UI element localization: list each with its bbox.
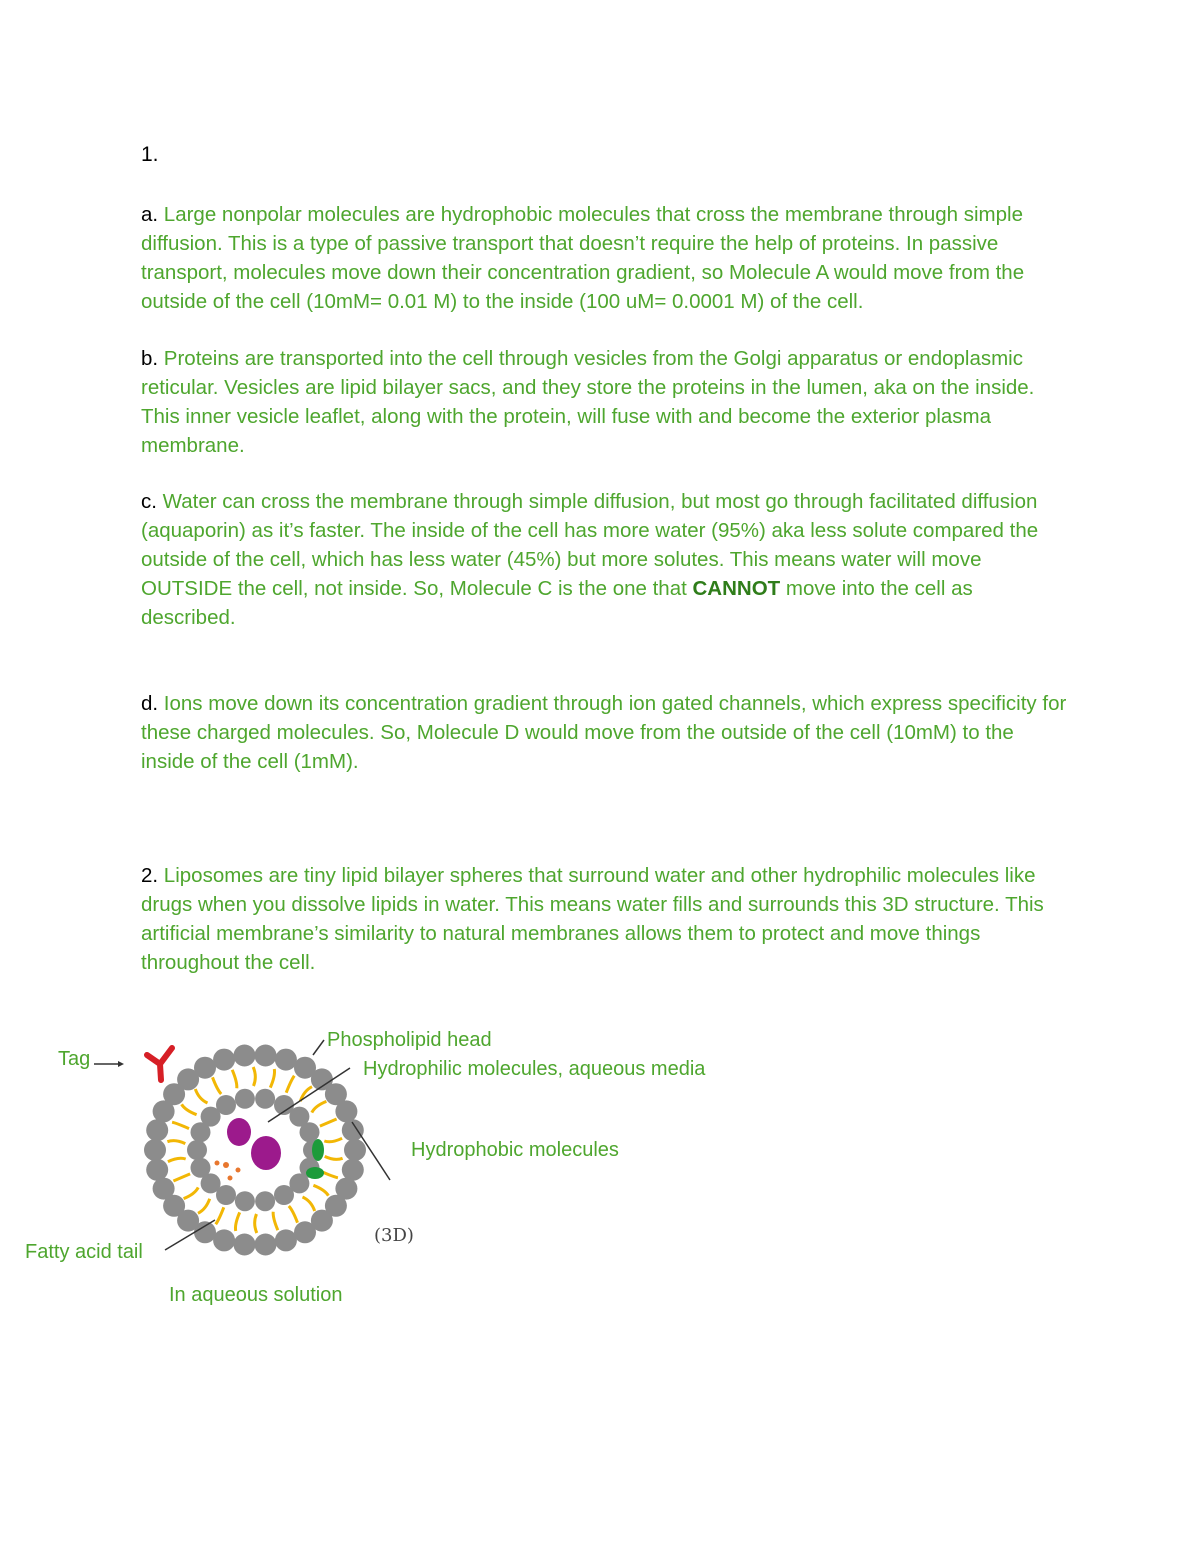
dot-molecule	[228, 1176, 233, 1181]
answer-a-paragraph	[141, 200, 1071, 316]
phospholipid-head	[235, 1089, 255, 1109]
fatty-acid-tail	[173, 1174, 190, 1181]
head-leader-line	[313, 1040, 324, 1055]
fatty-acid-tail	[232, 1070, 237, 1088]
hydrophilic-label: Hydrophilic molecules, aqueous media	[363, 1058, 706, 1080]
fatty-acid-tail	[273, 1212, 278, 1230]
answer-d-paragraph	[141, 689, 1071, 776]
hydrophobic-label: Hydrophobic molecules	[411, 1139, 619, 1161]
fatty-acid-tail	[235, 1212, 239, 1231]
fatty-acid-tail	[253, 1067, 255, 1086]
phospholipid-head	[344, 1139, 366, 1161]
fatty-acid-tail	[255, 1214, 257, 1233]
diagram-caption: In aqueous solution	[169, 1284, 343, 1306]
fatty-acid-tail	[168, 1158, 186, 1161]
fatty-acid-tail	[303, 1197, 315, 1211]
fatty-acid-tail	[270, 1069, 274, 1088]
fatty-acid-tail	[320, 1119, 337, 1126]
answer-a-text: Large nonpolar molecules are hydrophobic molecules that cross the membrane through simple diffusion. This is a type of passive transport that doesn’t require the help of proteins. In passive transport, molecules move down their concentration gradient, so Molecule A would move from the outside of the cell (10mM= 0.01 M) to the inside (100 uM= 0.0001 M) of the cell.	[141, 203, 1025, 313]
phospholipid-head	[144, 1139, 166, 1161]
fatty-acid-tail	[213, 1077, 222, 1094]
answer-c-text-after: move into the cell as described.	[141, 577, 973, 629]
fatty-acid-tail	[312, 1101, 327, 1112]
phospholipid-head	[300, 1122, 320, 1142]
answer-c-label: c.	[141, 490, 157, 513]
answer-c-emphasis: CANNOT	[692, 577, 781, 600]
question-1-number: 1.	[141, 143, 159, 166]
question-2-label: 2.	[141, 864, 159, 887]
phospholipid-head	[335, 1100, 357, 1122]
answer-d-text: Ions move down its concentration gradient through ion gated channels, which express specificity for these charged molecules. So, Molecule D would move from the outside of the cell (10mM) to the inside of the cell (1mM).	[141, 692, 1067, 773]
tag-label: Tag	[58, 1048, 91, 1070]
phospholipid-head	[213, 1229, 235, 1251]
fatty-acid-tail	[198, 1199, 210, 1214]
question-2-text: Liposomes are tiny lipid bilayer spheres that surround water and other hydrophilic molecules like drugs when you dissolve lipids in water. This means water fills and surrounds this 3D structure. This artificial membrane’s similarity to natural membranes allows them to protect and move things throughout the cell.	[141, 864, 1044, 974]
fatty-acid-tail-label: Fatty acid tail	[25, 1241, 143, 1263]
hydrophilic-molecule-large	[251, 1136, 281, 1170]
phospholipid-head	[255, 1089, 275, 1109]
phospholipid-head	[194, 1057, 216, 1079]
hydrophobic-molecule	[306, 1167, 324, 1179]
phospholipid-head	[191, 1158, 211, 1178]
answer-b-text: Proteins are transported into the cell through vesicles from the Golgi apparatus or endoplasmic reticular. Vesicles are lipid bilayer sacs, and they store the proteins in the lumen, aka on the inside. This inner vesicle leaflet, along with the protein, will fuse with and become the exterior plasma membrane.	[141, 347, 1035, 457]
phospholipid-head	[255, 1234, 277, 1256]
tag-marker	[147, 1048, 172, 1080]
dot-molecule	[223, 1162, 229, 1168]
phospholipid-head	[234, 1234, 256, 1256]
phospholipid-head	[275, 1229, 297, 1251]
phospholipid-head	[234, 1045, 256, 1067]
phospholipid-head	[146, 1159, 168, 1181]
phospholipid-head	[187, 1140, 207, 1160]
answer-d-label: d.	[141, 692, 159, 715]
phospholipid-head	[146, 1119, 168, 1141]
fatty-acid-tail	[324, 1138, 342, 1141]
dot-molecule	[215, 1161, 220, 1166]
answer-c-text-before: Water can cross the membrane through simple diffusion, but most go through facilitated diffusion (aquaporin) as it’s faster. The inside of the cell has more water (95%) aka less solute compared the outside of the cell, which has less water (45%) but more solutes. This means water will move OUTSIDE the cell, not inside. So, Molecule C is the one that	[141, 490, 1039, 600]
phospholipid-head-label: Phospholipid head	[327, 1029, 492, 1051]
phospholipid-head	[255, 1045, 277, 1067]
dot-molecule	[236, 1168, 241, 1173]
liposome-diagram	[0, 1010, 800, 1330]
hydrophilic-molecule-small	[227, 1118, 251, 1146]
fatty-acid-tail	[286, 1076, 294, 1093]
phospholipid-head	[255, 1191, 275, 1211]
phospholipid-head	[342, 1159, 364, 1181]
answer-b-paragraph	[141, 344, 1071, 460]
fatty-acid-tail	[182, 1104, 197, 1114]
phospholipid-head	[213, 1049, 235, 1071]
phospholipid-head	[294, 1221, 316, 1243]
phospholipid-head	[153, 1178, 175, 1200]
question-2-paragraph	[141, 861, 1071, 977]
fatty-acid-tail	[216, 1207, 224, 1224]
fatty-acid-tail	[195, 1089, 207, 1103]
tag-shape	[147, 1048, 172, 1080]
answer-c-paragraph	[141, 487, 1071, 632]
answer-a-label: a.	[141, 203, 159, 226]
hydrophobic-molecule	[312, 1139, 324, 1161]
phospholipid-head	[216, 1095, 236, 1115]
tag-arrowhead	[118, 1061, 124, 1067]
phospholipid-head	[274, 1185, 294, 1205]
fatty-acid-tail	[289, 1206, 298, 1223]
fatty-acid-tail	[167, 1141, 185, 1144]
phospholipid-head	[275, 1049, 297, 1071]
fatty-acid-tail	[172, 1122, 189, 1128]
fatty-acid-tail	[313, 1185, 328, 1195]
fatty-acid-tail	[184, 1187, 199, 1198]
answer-b-label: b.	[141, 347, 159, 370]
fatty-acid-tail	[325, 1156, 343, 1159]
note-3d-label: (3D)	[374, 1225, 414, 1246]
phospholipid-head	[235, 1191, 255, 1211]
